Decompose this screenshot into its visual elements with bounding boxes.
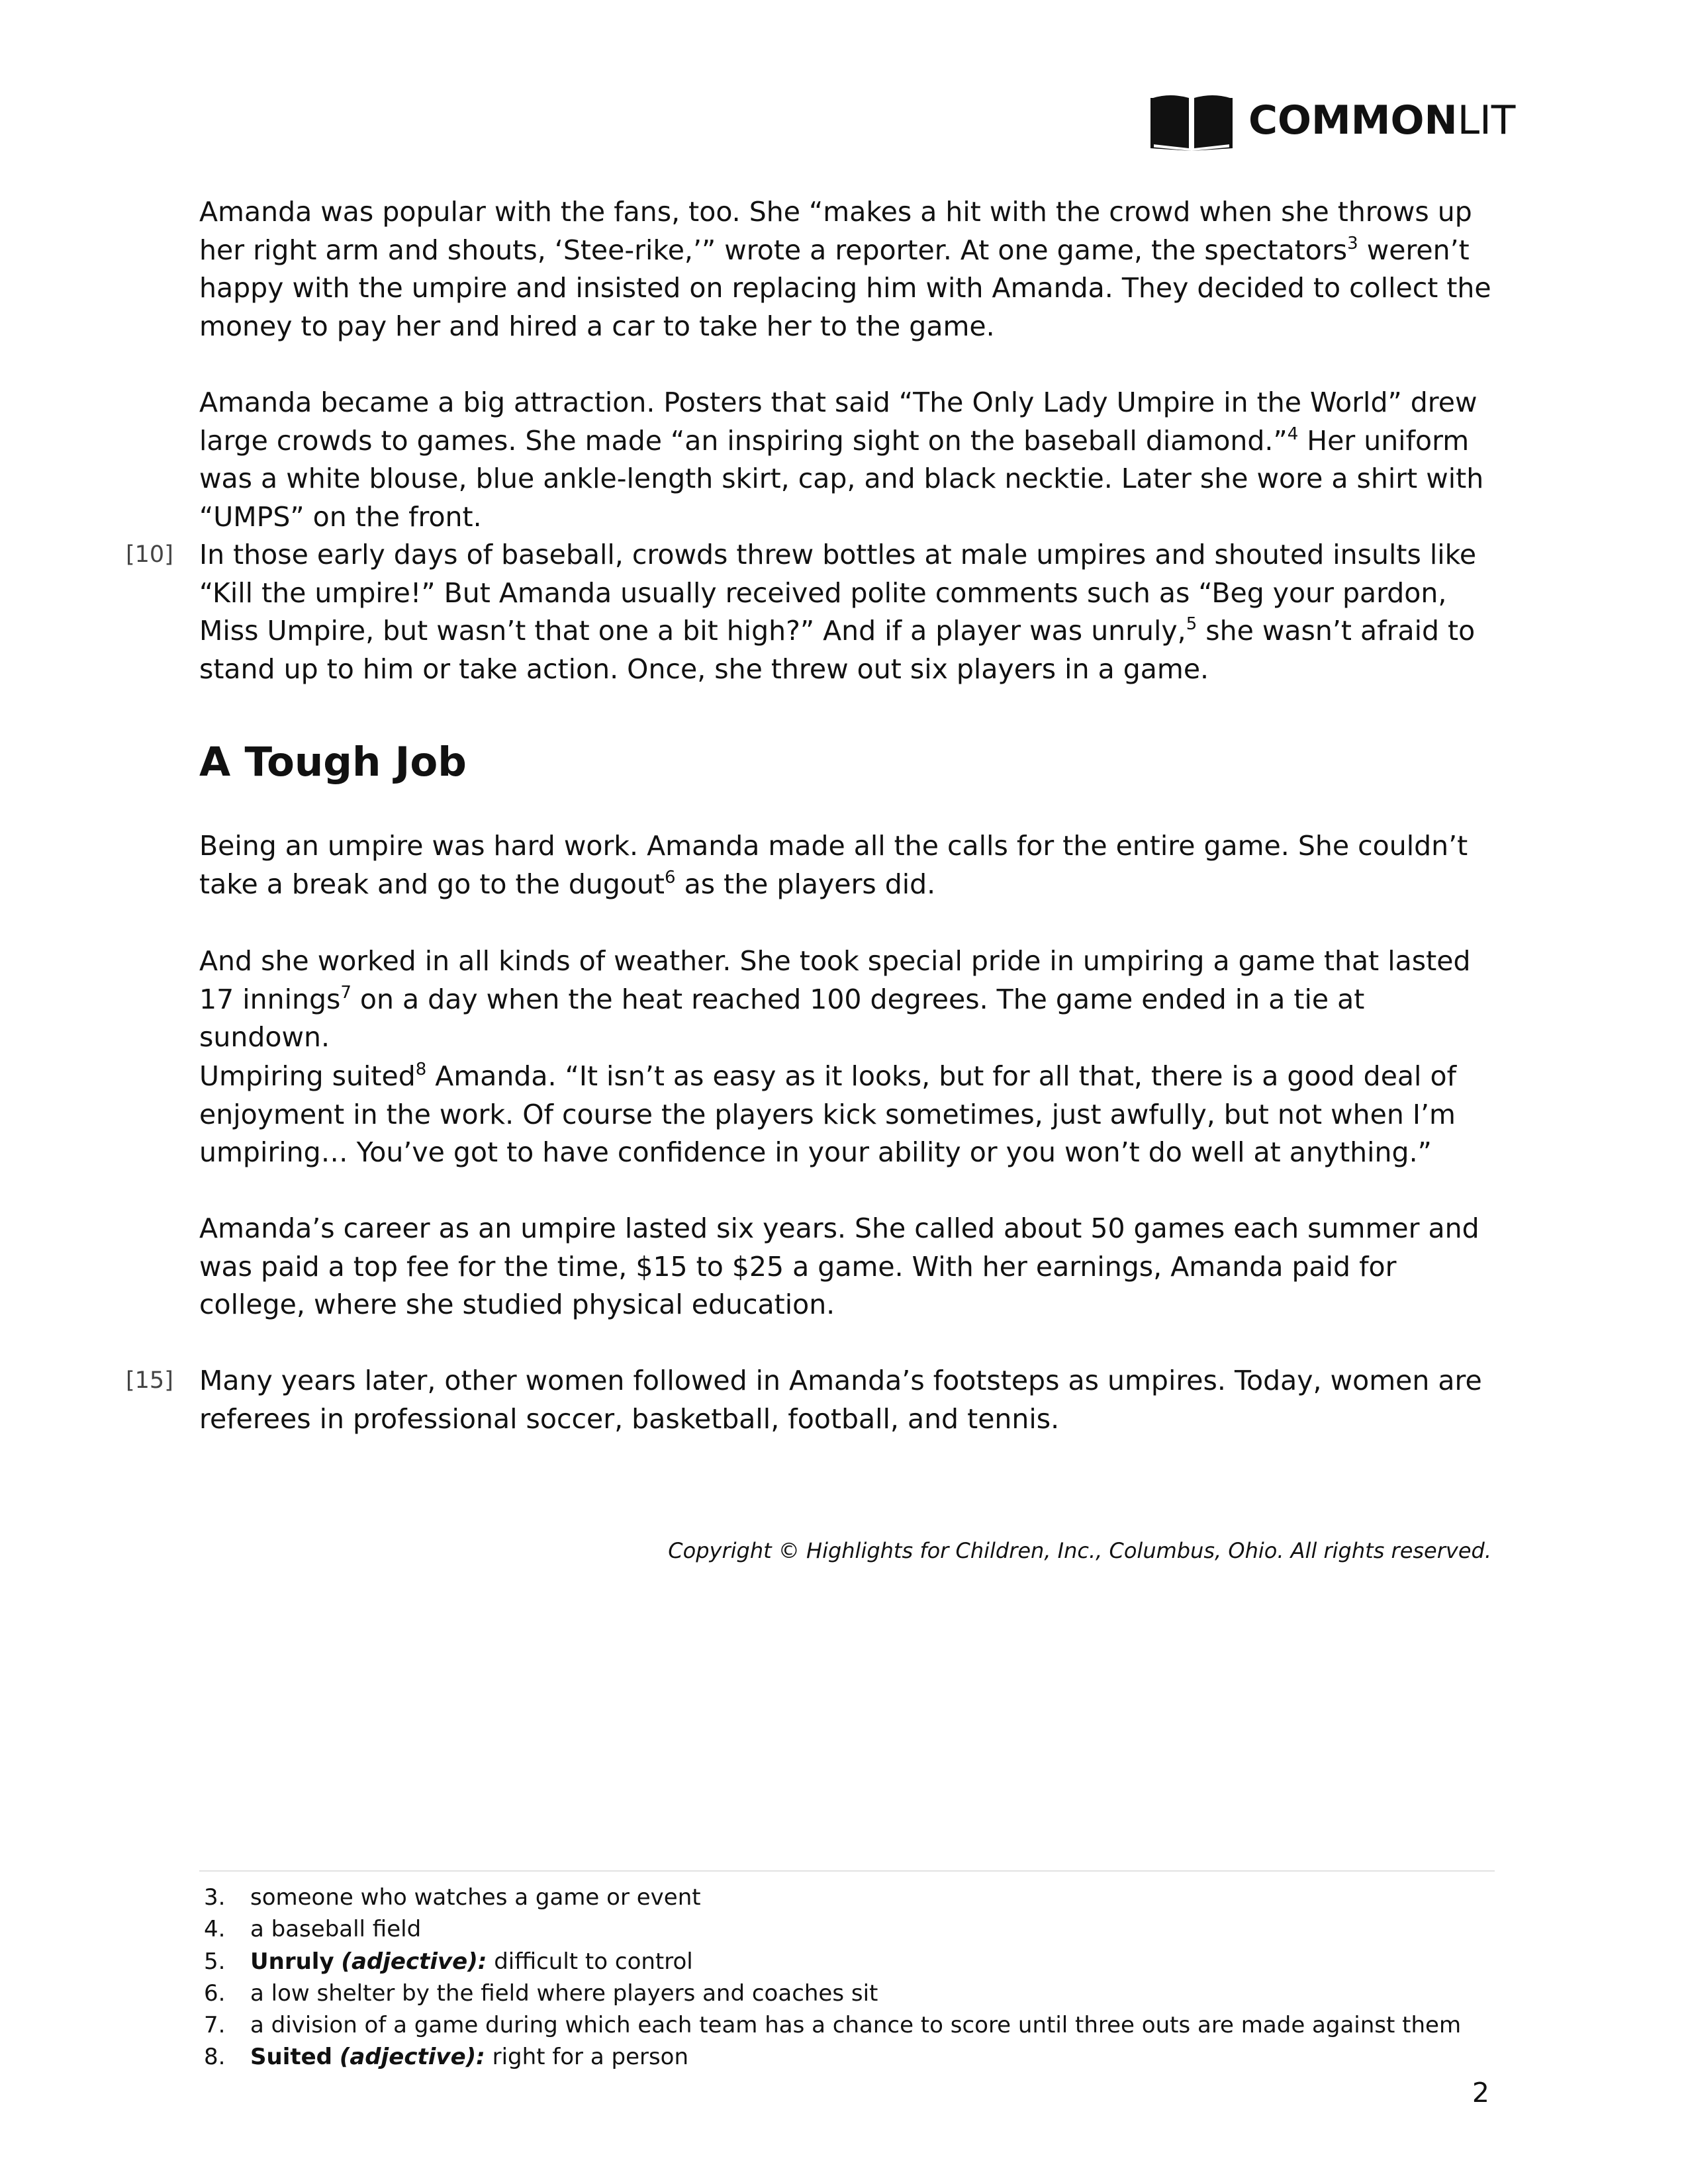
logo-wordmark: COMMONLIT bbox=[1248, 97, 1516, 144]
paragraph: Being an umpire was hard work. Amanda made all the calls for the entire game. She couldn’t take a break and go to the dugout$^6$ as the players did. bbox=[199, 830, 1468, 900]
paragraph: Many years later, other women followed in Amanda’s footsteps as umpires. Today, women are referees in professional soccer, basketball, football, and tennis. bbox=[199, 1365, 1482, 1435]
footnote-ref: 7 bbox=[340, 982, 352, 1003]
footnote-item: 7. a division of a game during which each team has a chance to score until three outs are made against them bbox=[204, 2012, 1462, 2039]
footnote-ref: 5 bbox=[1186, 614, 1197, 634]
footnote-item: 5. Unruly (adjective): difficult to control bbox=[204, 1948, 693, 1975]
footnote-item: 3. someone who watches a game or event bbox=[204, 1884, 701, 1911]
open-book-icon bbox=[1150, 90, 1233, 151]
paragraph: Amanda was popular with the fans, too. She “makes a hit with the crowd when she throws up her right arm and shouts, ‘Stee-rike,’” wrote a reporter. At one game, the spectators$^3$ weren’t happy with the umpire and insisted on replacing him with Amanda. They decided to collect the money to pay her and hired a car to take her to the game. bbox=[199, 196, 1491, 342]
paragraph: In those early days of baseball, crowds threw bottles at male umpires and shouted insults like “Kill the umpire!” But Amanda usually received polite comments such as “Beg your pardon, Miss Umpire, but wasn’t that one a bit high?” And if a player was unruly,$^5$ she wasn’t afraid to stand up to him or take action. Once, she threw out six players in a game. bbox=[199, 539, 1477, 685]
footnote-item: 4. a baseball field bbox=[204, 1916, 422, 1943]
page-number: 2 bbox=[1472, 2077, 1489, 2109]
copyright-notice: Copyright © Highlights for Children, Inc., Columbus, Ohio. All rights reserved. bbox=[668, 1538, 1491, 1563]
footnotes-list bbox=[204, 1882, 1495, 2073]
footnote-ref: 3 bbox=[1347, 233, 1358, 253]
paragraph: And she worked in all kinds of weather. She took special pride in umpiring a game that lasted 17 innings$^7$ on a day when the heat reached 100 degrees. The game ended in a tie at sundown. bbox=[199, 945, 1471, 1053]
paragraph: Amanda became a big attraction. Posters that said “The Only Lady Umpire in the World” drew large crowds to games. She made “an inspiring sight on the baseball diamond.”$^4$ Her uniform was a white blouse, blue ankle-length skirt, cap, and black necktie. Later she wore a shirt with “UMPS” on the front. bbox=[199, 387, 1484, 533]
paragraph: Amanda’s career as an umpire lasted six years. She called about 50 games each summer and was paid a top fee for the time, $15 to $25 a game. With her earnings, Amanda paid for college, where she studied physical education. bbox=[199, 1212, 1479, 1320]
commonlit-logo bbox=[1150, 90, 1515, 151]
footnote-ref: 8 bbox=[415, 1060, 427, 1079]
footnote-item: 6. a low shelter by the field where players and coaches sit bbox=[204, 1979, 878, 2007]
section-heading: A Tough Job bbox=[199, 739, 467, 786]
footnote-ref: 6 bbox=[665, 867, 676, 887]
paragraph-number: [10] bbox=[126, 541, 173, 568]
footnote-ref: 4 bbox=[1287, 424, 1299, 444]
paragraph: Umpiring suited$^8$ Amanda. “It isn’t as easy as it looks, but for all that, there is a good deal of enjoyment in the work. Of course the players kick sometimes, just awfully, but not when I’m umpiring… You’ve got to have confidence in your ability or you won’t do well at anything.” bbox=[199, 1060, 1457, 1168]
paragraph-number: [15] bbox=[126, 1367, 173, 1394]
footnote-item: 8. Suited (adjective): right for a person bbox=[204, 2044, 689, 2071]
footnote-divider bbox=[199, 1870, 1495, 1872]
